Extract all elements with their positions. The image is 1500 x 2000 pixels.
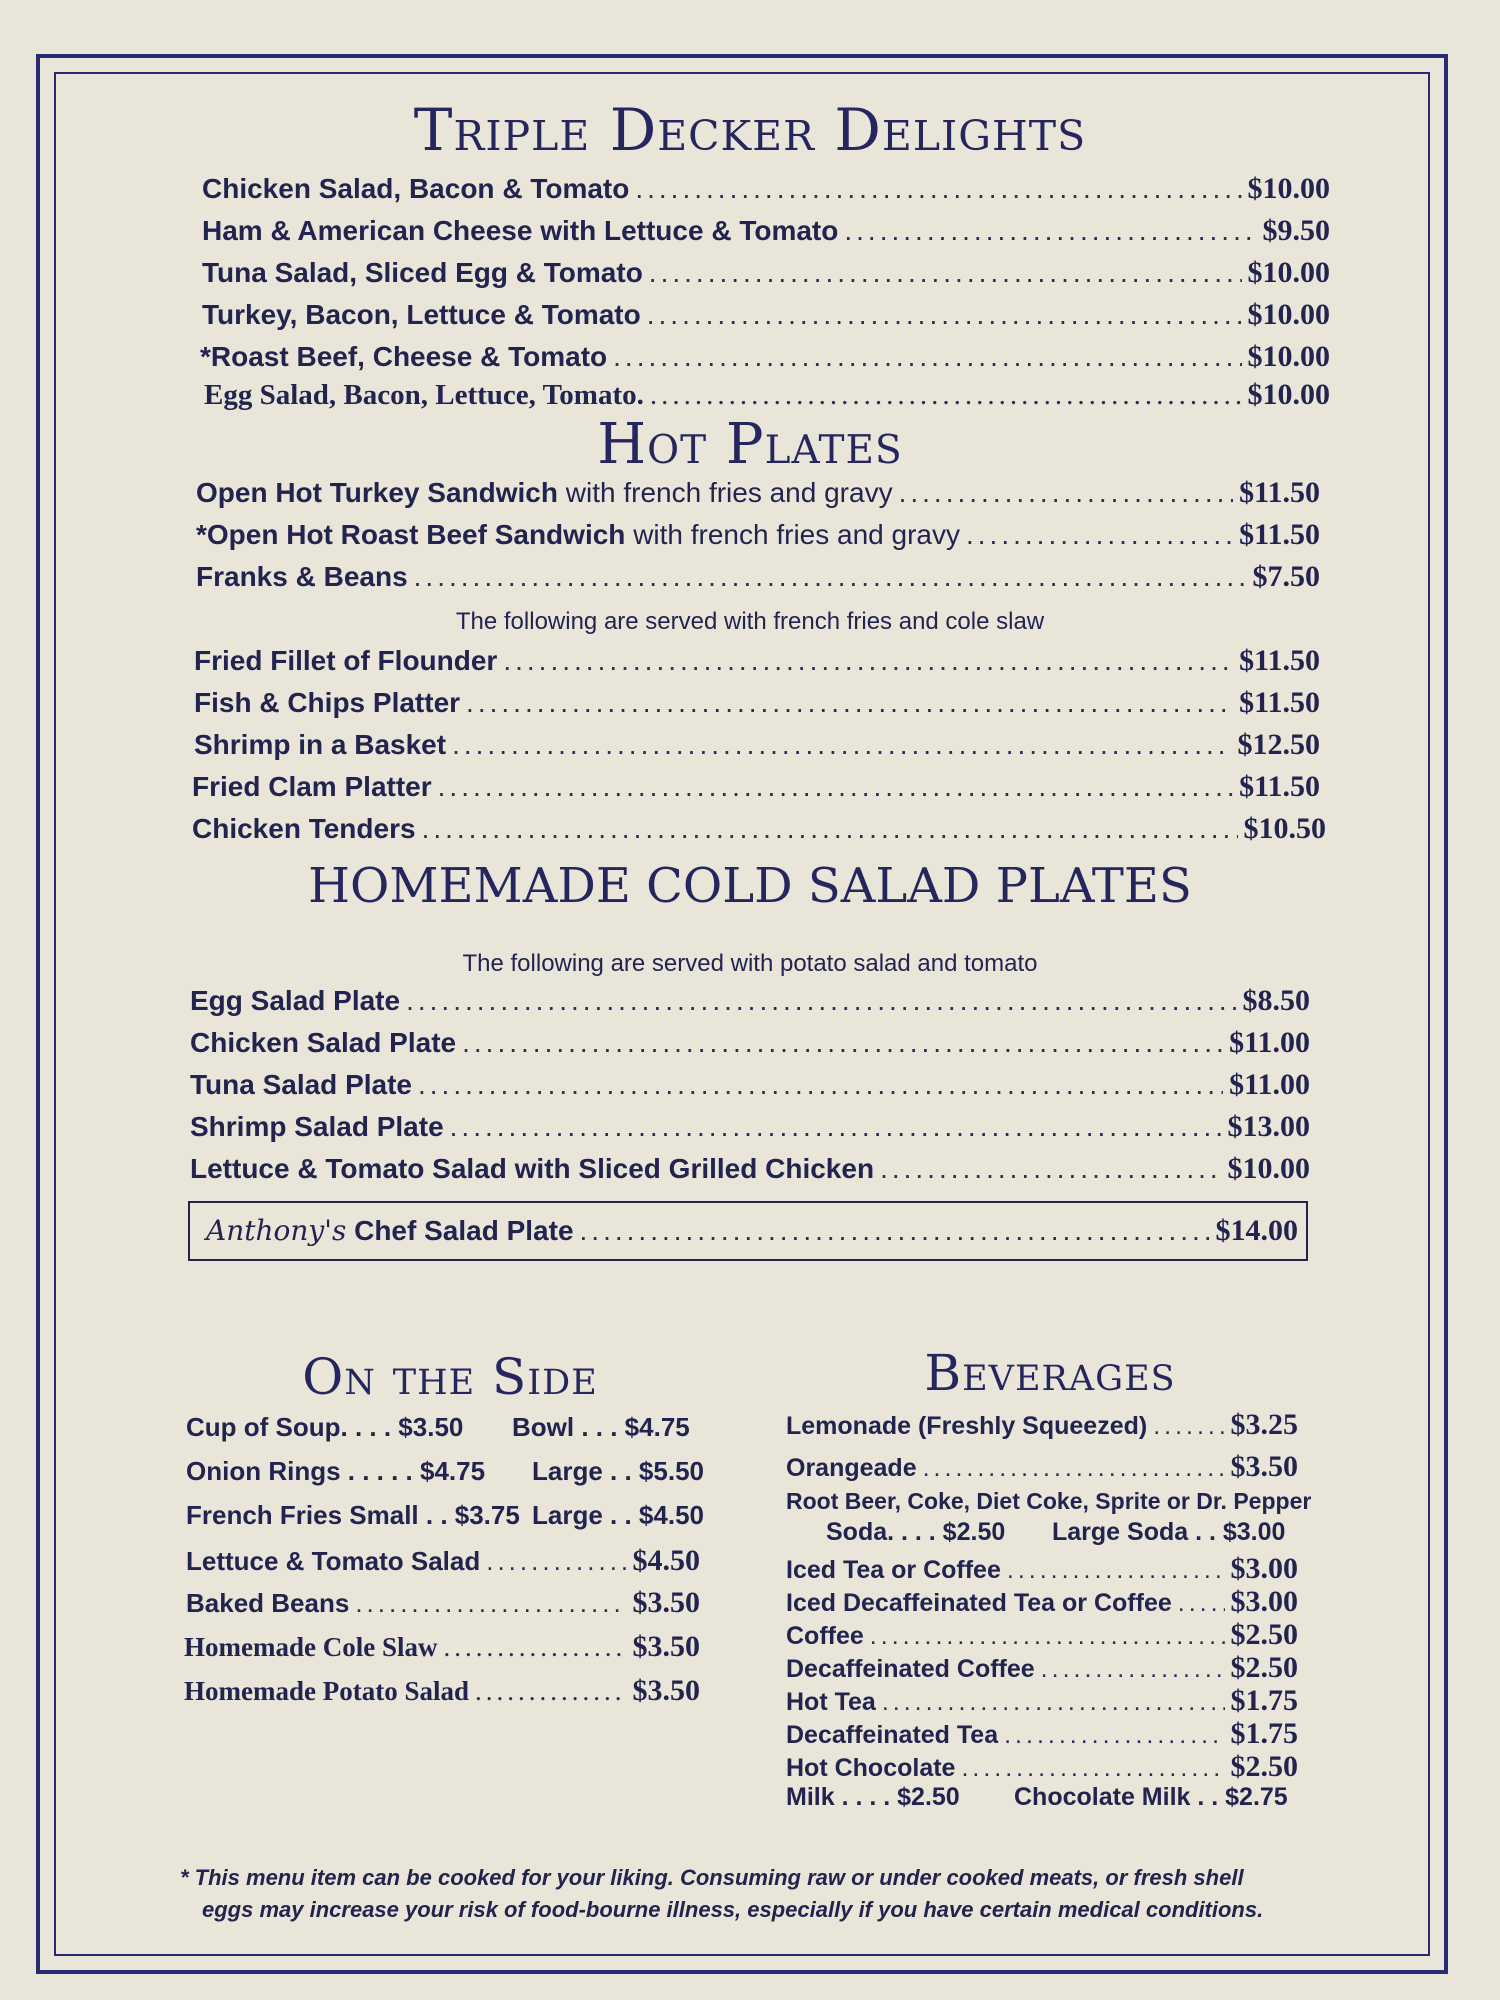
- menu-item: [786, 1450, 1298, 1484]
- dot-leader: [503, 645, 1233, 677]
- item-price: $3.00: [1230, 1585, 1298, 1618]
- menu-item: [786, 1552, 1298, 1586]
- item-price: $10.00: [1247, 378, 1330, 411]
- menu-item: [200, 340, 1330, 374]
- item-name: Chicken Tenders: [192, 813, 416, 844]
- soda-price: Soda. . . . $2.50: [826, 1518, 1006, 1546]
- item-price: $10.50: [1243, 812, 1326, 845]
- dot-leader: [882, 1688, 1225, 1717]
- item-name: Egg Salad Plate: [190, 985, 401, 1016]
- item-price: $14.00: [1215, 1214, 1298, 1247]
- dot-leader: [961, 1754, 1224, 1783]
- item-price: $2.50: [1230, 1651, 1298, 1684]
- item-price: $3.00: [1230, 1552, 1298, 1585]
- dot-leader: [452, 729, 1231, 761]
- menu-item: [786, 1651, 1298, 1685]
- menu-item: [190, 1068, 1310, 1102]
- item-name: Homemade Cole Slaw: [184, 1632, 438, 1662]
- menu-item: [190, 1026, 1310, 1060]
- item-name: Shrimp in a Basket: [194, 729, 447, 760]
- item-name: Lettuce & Tomato Salad: [186, 1546, 481, 1576]
- dot-leader: [649, 257, 1242, 289]
- menu-item: [192, 770, 1320, 804]
- menu-item: [786, 1585, 1298, 1619]
- dot-leader: [966, 519, 1233, 551]
- dot-leader: [1153, 1412, 1224, 1441]
- item-name: Turkey, Bacon, Lettuce & Tomato: [202, 299, 641, 330]
- menu-item: [192, 812, 1326, 846]
- item-name: Iced Decaffeinated Tea or Coffee: [786, 1589, 1172, 1617]
- item-price: $10.00: [1247, 298, 1330, 331]
- item-price: $13.00: [1227, 1110, 1310, 1143]
- item-price: $1.75: [1230, 1684, 1298, 1717]
- dot-leader: [418, 1069, 1223, 1101]
- item-price: $9.50: [1262, 214, 1330, 247]
- menu-item: [786, 1750, 1298, 1784]
- dot-leader: [650, 379, 1242, 412]
- dot-leader: [899, 477, 1234, 509]
- item-price: $1.75: [1230, 1717, 1298, 1750]
- item-name: *Roast Beef, Cheese & Tomato: [200, 341, 608, 372]
- item-price: $11.50: [1239, 644, 1320, 677]
- dot-leader: [647, 299, 1242, 331]
- beverages-title: Beverages: [924, 1344, 1176, 1402]
- french-fries-large-price: Large . . $4.50: [532, 1500, 704, 1530]
- menu-item: [186, 1544, 700, 1578]
- item-price: $4.50: [632, 1544, 700, 1577]
- dot-leader: [870, 1622, 1225, 1651]
- menu-item: [190, 1152, 1310, 1186]
- item-price: $11.50: [1239, 518, 1320, 551]
- dot-leader: [438, 771, 1234, 803]
- soup-cup-price: Cup of Soup. . . . $3.50: [186, 1412, 464, 1442]
- item-price: $3.25: [1230, 1408, 1298, 1441]
- french-fries-price: French Fries Small . . $3.75: [186, 1500, 520, 1530]
- item-price: $10.00: [1247, 340, 1330, 373]
- item-price: $11.50: [1239, 686, 1320, 719]
- onion-rings-price: Onion Rings . . . . . $4.75: [186, 1456, 486, 1486]
- dot-leader: [923, 1454, 1225, 1483]
- dot-leader: [414, 561, 1247, 593]
- item-price: $2.50: [1230, 1618, 1298, 1651]
- cold-salad-title: HOMEMADE COLD SALAD PLATES: [308, 858, 1192, 914]
- item-name: Coffee: [786, 1622, 864, 1650]
- item-price: $11.50: [1239, 476, 1320, 509]
- item-name: Iced Tea or Coffee: [786, 1556, 1001, 1584]
- menu-item: [190, 1110, 1310, 1144]
- item-price: $3.50: [1230, 1450, 1298, 1483]
- item-price: $3.50: [632, 1630, 700, 1663]
- item-name: Fried Fillet of Flounder: [194, 645, 498, 676]
- hot-plates-note: The following are served with french fries and cole slaw: [455, 608, 1045, 635]
- dot-leader: [443, 1632, 626, 1663]
- large-soda-price: Large Soda . . $3.00: [1052, 1518, 1286, 1546]
- dot-leader: [486, 1546, 626, 1577]
- dot-leader: [1041, 1655, 1225, 1684]
- item-name: Hot Tea: [786, 1688, 876, 1716]
- chef-salad-item: [206, 1214, 1298, 1248]
- item-name: Chicken Salad Plate: [190, 1027, 457, 1058]
- hot-plates-title: Hot Plates: [597, 412, 903, 477]
- item-name: Baked Beans: [186, 1588, 350, 1618]
- dot-leader: [1004, 1721, 1224, 1750]
- menu-item: [204, 378, 1330, 412]
- item-price: $10.00: [1247, 256, 1330, 289]
- item-price: $2.50: [1230, 1750, 1298, 1783]
- dot-leader: [580, 1215, 1210, 1247]
- dot-leader: [466, 687, 1233, 719]
- menu-item: [194, 728, 1320, 762]
- menu-item: [202, 256, 1330, 290]
- triple-decker-title: Triple Decker Delights: [413, 96, 1087, 164]
- item-price: $8.50: [1242, 984, 1310, 1017]
- menu-item: [186, 1586, 700, 1620]
- item-name: Fish & Chips Platter: [194, 687, 461, 718]
- item-name: Lemonade (Freshly Squeezed): [786, 1412, 1148, 1440]
- dot-leader: [1007, 1556, 1225, 1585]
- item-price: $11.00: [1229, 1068, 1310, 1101]
- item-price: $11.00: [1229, 1026, 1310, 1059]
- item-name: Decaffeinated Coffee: [786, 1655, 1035, 1683]
- cold-salad-note: The following are served with potato salad and tomato: [462, 950, 1038, 977]
- dot-leader: [635, 173, 1241, 205]
- dot-leader: [422, 813, 1238, 845]
- menu-item: [202, 172, 1330, 206]
- item-name: Shrimp Salad Plate: [190, 1111, 444, 1142]
- milk-price: Milk . . . . $2.50: [786, 1783, 960, 1811]
- dot-leader: [613, 341, 1241, 373]
- menu-item: [196, 476, 1320, 510]
- item-price: $12.50: [1237, 728, 1320, 761]
- food-safety-disclaimer: [180, 1862, 1340, 1926]
- dot-leader: [355, 1588, 626, 1619]
- item-name: Egg Salad, Bacon, Lettuce, Tomato.: [204, 379, 644, 411]
- dot-leader: [475, 1676, 627, 1707]
- disclaimer-line-2: eggs may increase your risk of food-bourne illness, especially if you have certain medical conditions.: [202, 1897, 1264, 1922]
- menu-item: [184, 1674, 700, 1708]
- item-name: Tuna Salad, Sliced Egg & Tomato: [202, 257, 643, 288]
- dot-leader: [462, 1027, 1223, 1059]
- dot-leader: [406, 985, 1236, 1017]
- item-name: Homemade Potato Salad: [184, 1676, 469, 1706]
- menu-item: [196, 518, 1320, 552]
- on-the-side-title: On the Side: [302, 1348, 598, 1406]
- item-name: Lettuce & Tomato Salad with Sliced Grilled Chicken: [190, 1153, 875, 1184]
- item-price: $3.50: [632, 1586, 700, 1619]
- item-name: Hot Chocolate: [786, 1754, 956, 1782]
- anthonys-logo: Anthony's: [206, 1214, 347, 1247]
- menu-item: [196, 560, 1320, 594]
- item-name: Franks & Beans: [196, 561, 408, 592]
- menu-item: [786, 1618, 1298, 1652]
- soda-brands: Root Beer, Coke, Diet Coke, Sprite or Dr. Pepper: [786, 1488, 1312, 1514]
- item-price: $10.00: [1247, 172, 1330, 205]
- menu-item: [786, 1717, 1298, 1751]
- item-name: Orangeade: [786, 1454, 917, 1482]
- dot-leader: [450, 1111, 1222, 1143]
- menu-item: [786, 1684, 1298, 1718]
- soup-bowl-price: Bowl . . . $4.75: [512, 1412, 690, 1442]
- dot-leader: [1178, 1589, 1225, 1618]
- onion-rings-large-price: Large . . $5.50: [532, 1456, 704, 1486]
- item-name: Open Hot Turkey Sandwich with french fries and gravy: [196, 477, 893, 508]
- dot-leader: [880, 1153, 1221, 1185]
- menu-item: [184, 1630, 700, 1664]
- item-price: $10.00: [1227, 1152, 1310, 1185]
- item-name: Anthony's Chef Salad Plate: [206, 1214, 574, 1247]
- item-name: Chicken Salad, Bacon & Tomato: [202, 173, 630, 204]
- menu-item: [190, 984, 1310, 1018]
- item-name: Tuna Salad Plate: [190, 1069, 412, 1100]
- item-name: *Open Hot Roast Beef Sandwich with french fries and gravy: [196, 519, 960, 550]
- menu-item: [194, 644, 1320, 678]
- dot-leader: [844, 215, 1256, 247]
- item-price: $7.50: [1252, 560, 1320, 593]
- menu-item: [194, 686, 1320, 720]
- menu-item: [786, 1408, 1298, 1442]
- item-price: $3.50: [632, 1674, 700, 1707]
- disclaimer-line-1: * This menu item can be cooked for your liking. Consuming raw or under cooked meats, or fresh shell: [180, 1865, 1244, 1890]
- chocolate-milk-price: Chocolate Milk . . $2.75: [1014, 1783, 1288, 1811]
- menu-item: [202, 214, 1330, 248]
- item-name: Ham & American Cheese with Lettuce & Tomato: [202, 215, 839, 246]
- item-name: Fried Clam Platter: [192, 771, 432, 802]
- menu-item: [202, 298, 1330, 332]
- item-name: Decaffeinated Tea: [786, 1721, 999, 1749]
- item-price: $11.50: [1239, 770, 1320, 803]
